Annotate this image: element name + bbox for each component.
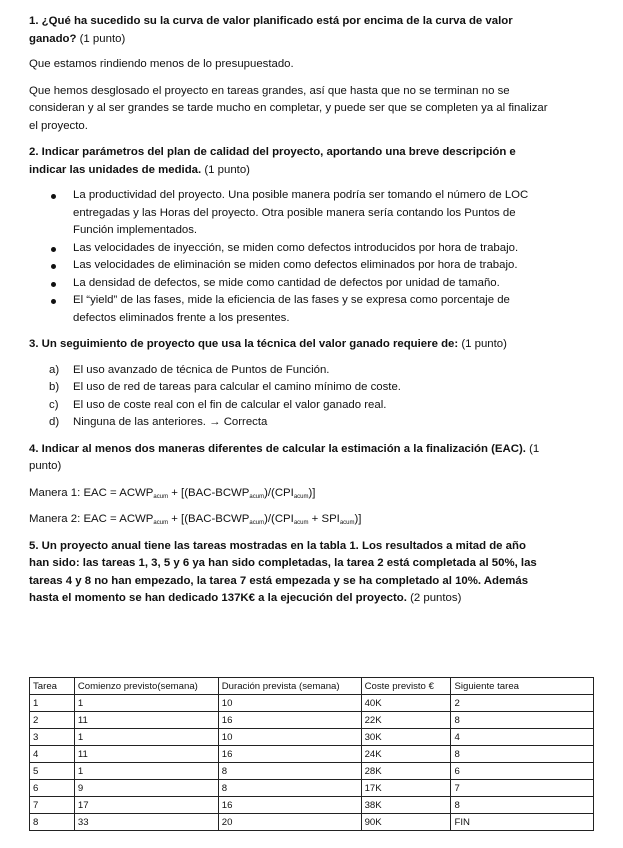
table-row	[30, 729, 594, 746]
option-text: El uso de coste real con el fin de calcular el valor ganado real.	[73, 398, 387, 411]
table-cell: 1	[74, 763, 218, 780]
formula-subscript: acum	[339, 520, 355, 526]
table-header-row	[30, 678, 594, 695]
question-1-text: 1. ¿Qué ha sucedido su la curva de valor planificado está por encima de la curva de valor ganado?	[29, 15, 513, 45]
table-cell: 10	[218, 729, 361, 746]
table-cell: 8	[451, 797, 594, 814]
table-cell: 33	[74, 814, 218, 831]
table-cell: 20	[218, 814, 361, 831]
option-b	[29, 379, 549, 397]
question-2-text: 2. Indicar parámetros del plan de calidad del proyecto, aportando una breve descripción e indicar las unidades de medida.	[29, 146, 516, 176]
table-cell: 8	[218, 780, 361, 797]
table-cell: 17K	[361, 780, 451, 797]
question-4-points: (1 punto)	[29, 442, 540, 472]
bullet-icon	[51, 299, 56, 304]
table-header-cell: Comienzo previsto(semana)	[74, 678, 218, 695]
table-cell: 9	[74, 780, 218, 797]
list-item-text: La productividad del proyecto. Una posible manera podría ser tomando el número de LOC entregadas y las Horas del proyecto. Otra posible manera sería contando los Puntos de Función implementados.	[73, 189, 529, 236]
table-cell: 2	[451, 695, 594, 712]
option-letter: c)	[49, 398, 59, 411]
table-row	[30, 797, 594, 814]
formula-text: )/(CPI	[264, 486, 294, 499]
bullet-icon	[51, 194, 56, 199]
table-row	[30, 814, 594, 831]
table-cell: 1	[30, 695, 75, 712]
bullet-icon	[51, 247, 56, 252]
option-text: El uso de red de tareas para calcular el camino mínimo de coste.	[73, 381, 401, 393]
formula-text: )]	[354, 513, 362, 525]
formula-text: + SPI	[308, 513, 340, 525]
table-cell: 90K	[361, 814, 451, 831]
question-1	[29, 13, 549, 48]
table-cell: 16	[218, 797, 361, 814]
table-cell: 28K	[361, 763, 451, 780]
question-2	[29, 144, 549, 179]
table-cell: 16	[218, 746, 361, 763]
table-cell: 8	[30, 814, 75, 831]
list-item	[29, 240, 549, 258]
list-item-text: El “yield” de las fases, mide la eficiencia de las fases y se expresa como porcentaje de defectos eliminados frente a los presentes.	[73, 294, 510, 324]
table-cell: 8	[218, 763, 361, 780]
table-cell: 1	[74, 695, 218, 712]
option-letter: d)	[49, 416, 60, 428]
table-cell: 22K	[361, 712, 451, 729]
table-cell: 40K	[361, 695, 451, 712]
formula-subscript: acum	[293, 520, 309, 526]
table-cell: 10	[218, 695, 361, 712]
table-cell: 11	[74, 712, 218, 729]
question-3-points: (1 punto)	[461, 338, 507, 350]
formula-text: )/(CPI	[264, 513, 294, 525]
formula-subscript: acum	[293, 493, 309, 500]
question-3-text: 3. Un seguimiento de proyecto que usa la técnica del valor ganado requiere de:	[29, 338, 459, 350]
question-3	[29, 336, 549, 354]
option-text: El uso avanzado de técnica de Puntos de Función.	[73, 363, 330, 376]
question-4-text: 4. Indicar al menos dos maneras diferentes de calcular la estimación a la finalización (EAC).	[29, 442, 526, 455]
list-item	[29, 275, 549, 293]
question-5-text: 5. Un proyecto anual tiene las tareas mostradas en la tabla 1. Los resultados a mitad de año han sido: las tareas 1, 3, 5 y 6 ya han sido completadas, la tarea 2 está completada al 50%, las tareas 4 y 8 no han empezado, la tarea 7 está empezada y se ha completado al 10%. Además hasta el momento se han dedicado 137K€ a la ejecución del proyecto.	[29, 539, 537, 604]
option-a	[29, 362, 549, 380]
table-cell: 7	[30, 797, 75, 814]
table-cell: 5	[30, 763, 75, 780]
formula-text: )]	[308, 486, 316, 499]
question-1-points: (1 punto)	[79, 32, 126, 45]
table-cell: 4	[30, 746, 75, 763]
formula-text: + [(BAC-BCWP	[168, 513, 250, 525]
eac-formula-2	[29, 511, 549, 529]
question-5-points: (2 puntos)	[410, 592, 462, 604]
table-cell: 4	[451, 729, 594, 746]
option-letter: a)	[49, 363, 60, 376]
quality-parameters-list	[29, 187, 549, 327]
table-row	[30, 695, 594, 712]
table-cell: 30K	[361, 729, 451, 746]
table-cell: 2	[30, 712, 75, 729]
table-cell: FIN	[451, 814, 594, 831]
formula-subscript: acum	[249, 493, 265, 500]
option-text: Ninguna de las anteriores. → Correcta	[73, 416, 268, 428]
tasks-table	[29, 677, 594, 831]
list-item-text: Las velocidades de eliminación se miden como defectos eliminados por hora de trabajo.	[73, 259, 518, 271]
question-2-points: (1 punto)	[204, 163, 250, 176]
table-cell: 17	[74, 797, 218, 814]
bullet-icon	[51, 282, 56, 287]
question-4	[29, 441, 549, 476]
formula-subscript: acum	[249, 520, 265, 526]
list-item-text: Las velocidades de inyección, se miden como defectos introducidos por hora de trabajo.	[73, 241, 519, 254]
eac-formula-1	[29, 485, 549, 503]
option-letter: b)	[49, 381, 60, 393]
table-cell: 24K	[361, 746, 451, 763]
table-row	[30, 712, 594, 729]
list-item	[29, 257, 549, 275]
formula-text: + [(BAC-BCWP	[168, 486, 250, 499]
table-header-cell: Duración prevista (semana)	[218, 678, 361, 695]
table-row	[30, 763, 594, 780]
table-cell: 38K	[361, 797, 451, 814]
list-item-text: La densidad de defectos, se mide como cantidad de defectos por unidad de tamaño.	[73, 276, 500, 289]
question-5	[29, 538, 549, 608]
bullet-icon	[51, 264, 56, 269]
table-cell: 7	[451, 780, 594, 797]
answer-1-paragraph-2: Que hemos desglosado el proyecto en tareas grandes, así que hasta que no se terminan no se consideran y al ser grandes se tarde mucho en completar, y puede ser que se completen ya al finalizar el proyecto.	[29, 84, 548, 132]
table-cell: 11	[74, 746, 218, 763]
question-3-options	[29, 362, 549, 432]
formula-subscript: acum	[153, 493, 169, 500]
table-cell: 6	[30, 780, 75, 797]
list-item	[29, 187, 549, 240]
list-item	[29, 292, 549, 327]
formula-text: Manera 1: EAC = ACWP	[29, 486, 154, 499]
table-cell: 3	[30, 729, 75, 746]
formula-text: Manera 2: EAC = ACWP	[29, 513, 154, 525]
table-header-cell: Tarea	[30, 678, 75, 695]
answer-1-line-1: Que estamos rindiendo menos de lo presupuestado.	[29, 58, 294, 70]
table-cell: 8	[451, 712, 594, 729]
document-page	[29, 13, 549, 608]
table-cell: 6	[451, 763, 594, 780]
table-row	[30, 746, 594, 763]
option-d	[29, 414, 549, 432]
table-cell: 8	[451, 746, 594, 763]
table-header-cell: Siguiente tarea	[451, 678, 594, 695]
table-header-cell: Coste previsto €	[361, 678, 451, 695]
option-c	[29, 397, 549, 415]
formula-subscript: acum	[153, 520, 169, 526]
table-cell: 16	[218, 712, 361, 729]
table-cell: 1	[74, 729, 218, 746]
table-row	[30, 780, 594, 797]
